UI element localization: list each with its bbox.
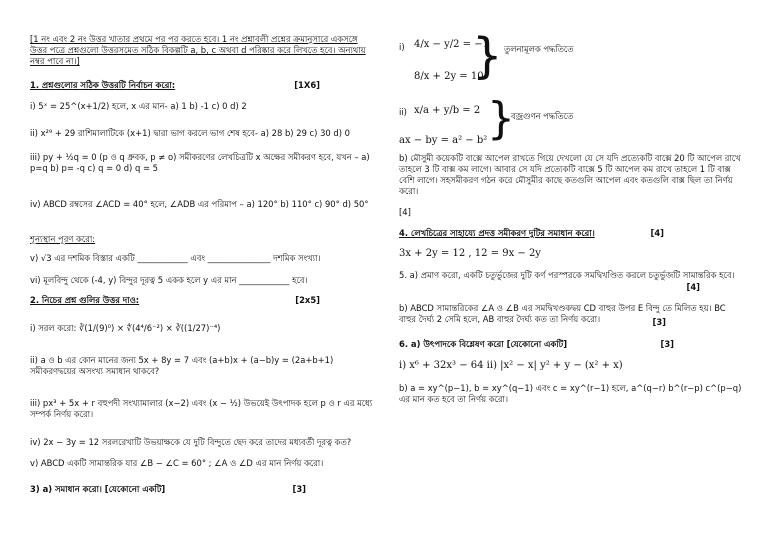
q4-equations: 3x + 2y = 12 , 12 = 9x − 2y xyxy=(399,248,541,259)
q6b: b) a = xy^(p−1), b = xy^(q−1) এবং c = xy^(r−1) হলে, a^(q−r) b^(r−p) c^(p−q) এর মান কত হবে তা নির্ণয় করো। xyxy=(399,383,742,404)
q6-marks: [3] xyxy=(660,339,674,349)
q3-marks: [3] xyxy=(292,484,306,494)
q3ii-label: ii) xyxy=(399,107,407,117)
q3ii-method: বজ্রগুণন পদ্ধতিতে xyxy=(511,111,574,121)
q6-expressions: i) x⁶ + 32x³ − 64 ii) |x² − x| y² + y − (x² + x) xyxy=(399,360,623,371)
q2-iv: iv) 2x − 3y = 12 সরলরেখাটি উভয়াক্ষকে যে দুটি বিন্দুতে ছেদ করে তাদের মধ্যবর্তী দূরত্ব কত? xyxy=(30,437,352,447)
q6-heading: 6. a) উৎপাদকে বিশ্লেষণ করো [যেকোনো একটি] xyxy=(399,339,568,349)
q1-ii: ii) x²⁹ + 29 রাশিমালাটিকে (x+1) দ্বারা ভাগ করলে ভাগ শেষ হবে- a) 28 b) 29 c) 30 d) 0 xyxy=(30,128,350,138)
q3i-label: i) xyxy=(399,42,405,52)
q3i-eq1: 4/x − y/2 = −1 xyxy=(414,39,489,50)
q3ii-eq1: x/a + y/b = 2 xyxy=(414,105,481,116)
q2-i: i) সরল করো: ∛(1/(9)⁰) × ∜(4⁴/6⁻²) × ∛((1/27)⁻⁴) xyxy=(30,323,221,333)
q3-heading: 3) a) সমাধান করো। [যেকোনো একটি] xyxy=(30,484,166,494)
instructions: [1 নং এবং 2 নং উত্তর খাতার প্রথমে পর পর করতে হবে। 1 নং প্রশ্নাবলী প্রশ্নের ক্রমানুসারে একসঙ্গে উত্তর পত্রে প্রশ্নগুলো উত্তরসমেত সঠিক বিকল্পটি a, b, c অথবা d পরিষ্কার করে লিখতে হবে। অন্যথায় নম্বর পাবে না।] xyxy=(30,34,366,66)
q3i-method: তুলনামূলক পদ্ধতিতে xyxy=(504,44,574,54)
brace-icon: } xyxy=(487,93,515,144)
brace-icon: } xyxy=(472,28,503,84)
q3b-marks: [4] xyxy=(399,207,411,217)
q5b: b) ABCD সামান্তরিকের ∠A ও ∠B এর সমদ্বিখণ্ডকদ্বয় CD বাহুর উপর E বিন্দু তে মিলিত হয়। BC বাহুর দৈর্ঘ্য 2 সেমি হলে, AB বাহুর দৈর্ঘ্য কত তা নির্ণয় করো। xyxy=(399,303,726,324)
q2-marks: [2x5] xyxy=(295,295,320,305)
q3ii-eq2: ax − by = a² − b² xyxy=(399,135,488,146)
q1-iii: iii) py + ½q = 0 (p ও q ধ্রুবক, p ≠ o) সমীকরণের লেখচিত্রটি x অক্ষের সমীকরণ হবে, যখন – a) p=q b) p= -q c) q = 0 d) q = 5 xyxy=(30,152,370,173)
q5a: 5. a) প্রমাণ করো, একটি চতুর্ভুজের দুটি কর্ণ পরস্পরকে সমদ্বিখণ্ডিত করলে চতুর্ভুজটি সামান্তরিক হবে। xyxy=(399,270,735,280)
q1-marks: [1X6] xyxy=(294,80,320,90)
q2-ii: ii) a ও b এর কোন মানের জন্য 5x + 8y = 7 এবং (a+b)x + (a−b)y = (2a+b+1) সমীকরণদ্বয়ের অসংখ্য সমাধান থাকবে? xyxy=(30,355,334,376)
q3i-eq2: 8/x + 2y = 10 xyxy=(414,71,484,82)
q2-v: v) ABCD একটি সামান্তরিক যার ∠B − ∠C = 60° ; ∠A ও ∠D এর মান নির্ণয় করো। xyxy=(30,458,324,468)
fill-blanks-heading: শূন্যস্থান পূরণ করো: xyxy=(30,234,96,244)
q1-i: i) 5ˣ = 25^(x+1/2) হলে, x এর মান- a) 1 b) -1 c) 0 d) 2 xyxy=(30,101,247,111)
q5b-marks: [3] xyxy=(652,317,666,327)
q1-vi: vi) মূলবিন্দু থেকে (-4, y) বিন্দুর দূরত্ব 5 একক হলে y এর মান ____________ হবে। xyxy=(30,275,308,285)
q2-iii: iii) px³ + 5x + r বহুপদী সংখ্যামালার (x−2) এবং (x − ½) উভয়েই উৎপাদক হলে p ও r এর মধ্যে সম্পর্ক নির্ণয় করো। xyxy=(30,398,373,419)
q1-heading: 1. প্রশ্নগুলোর সঠিক উত্তরটি নির্বাচন করো: xyxy=(30,80,176,90)
q2-heading: 2. নিচের প্রশ্ন গুলির উত্তর দাও: xyxy=(30,295,140,305)
q5a-marks: [4] xyxy=(686,282,700,292)
q4-heading: 4. লেখচিত্রের সাহায্যে প্রদত্ত সমীকরণ দুটির সমাধান করো। xyxy=(399,228,595,238)
q1-iv: iv) ABCD রম্বসের ∠ACD = 40° হলে, ∠ADB এর পরিমাপ – a) 120° b) 110° c) 90° d) 50° xyxy=(30,199,369,209)
q4-marks: [4] xyxy=(650,228,664,238)
q1-v: v) √3 এর দশমিক বিস্তার একটি ____________ এবং _______________ দশমিক সংখ্যা। xyxy=(30,253,321,263)
q3b: b) মৌসুমী কয়েকটি বাক্সে আপেল রাখতে গিয়ে দেখলো যে সে যদি প্রত্যেকটি বাক্সে 20 টি আপেল রাখে তাহলে 3 টি বাক্স কম লাগে। আবার সে যদি প্রত্যেকটি বাক্সে 5 টি আপেল কম রাখে তাহলে 1 টি বাক্স বেশি লাগে। সহসমীকরণ গঠন করে মৌসুমীর কাছে কতগুলি আপেল এবং কতগুলি বাক্স ছিল তা নির্ণয় করো। xyxy=(399,153,741,196)
